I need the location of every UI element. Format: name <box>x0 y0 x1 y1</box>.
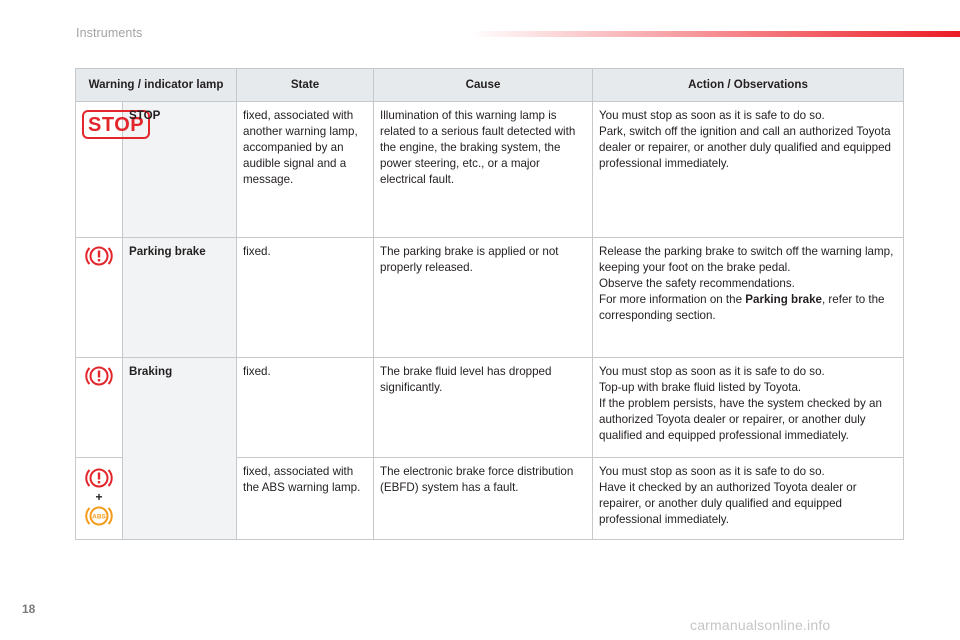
watermark: carmanualsonline.info <box>690 617 831 633</box>
icon-cell <box>76 358 123 458</box>
plus-sign: + <box>95 490 103 504</box>
section-title: Instruments <box>76 26 143 40</box>
lamp-cause: The parking brake is applied or not properly released. <box>374 238 593 358</box>
icon-cell <box>76 238 123 358</box>
action-line: Release the parking brake to switch off the warning lamp, keeping your foot on the brake pedal. <box>599 245 894 274</box>
icon-cell <box>76 458 123 540</box>
header-action: Action / Observations <box>593 69 904 102</box>
lamp-name: Braking <box>123 358 237 540</box>
action-line: Top-up with brake fluid listed by Toyota. <box>599 381 802 394</box>
action-line: You must stop as soon as it is safe to do so. <box>599 365 825 378</box>
action-line: You must stop as soon as it is safe to do so. <box>599 465 825 478</box>
table-row <box>76 238 904 358</box>
header-accent-bar <box>470 31 960 37</box>
parking-brake-reference: Parking brake <box>745 293 822 306</box>
lamp-action <box>593 458 904 540</box>
lamp-state: fixed. <box>237 358 374 458</box>
header-state: State <box>237 69 374 102</box>
brake-warning-icon <box>83 364 115 388</box>
action-line: For more information on the Parking brake, refer to the corresponding section. <box>599 293 885 322</box>
abs-label: ABS <box>92 513 106 521</box>
header-lamp: Warning / indicator lamp <box>76 69 237 102</box>
brake-warning-icon <box>83 466 115 490</box>
lamp-action <box>593 102 904 238</box>
abs-warning-icon <box>83 504 115 528</box>
lamp-state: fixed, associated with another warning lamp, accompanied by an audible signal and a message. <box>237 102 374 238</box>
lamp-action <box>593 238 904 358</box>
header-cause: Cause <box>374 69 593 102</box>
stop-warning-icon: STOP <box>82 110 150 139</box>
lamp-cause: Illumination of this warning lamp is related to a serious fault detected with the engine, the braking system, the power steering, etc., or a major electrical fault. <box>374 102 593 238</box>
page-number: 18 <box>22 602 36 616</box>
action-line: Park, switch off the ignition and call an authorized Toyota dealer or repairer, or another duly qualified and equipped professional immediately. <box>599 125 891 170</box>
brake-warning-icon <box>83 244 115 268</box>
lamp-name: STOP <box>123 102 237 238</box>
table-header-row <box>76 69 904 102</box>
action-line: Observe the safety recommendations. <box>599 277 795 290</box>
lamp-state: fixed, associated with the ABS warning lamp. <box>237 458 374 540</box>
lamp-cause: The electronic brake force distribution (EBFD) system has a fault. <box>374 458 593 540</box>
icon-cell <box>76 102 145 238</box>
table-row <box>76 358 904 458</box>
action-line: Have it checked by an authorized Toyota dealer or repairer, or another duly qualified and equipped professional immediately. <box>599 481 857 526</box>
action-line: If the problem persists, have the system checked by an authorized Toyota dealer or repairer, or another duly qualified and equipped professional immediately. <box>599 397 882 442</box>
lamp-name: Parking brake <box>123 238 237 358</box>
action-line: You must stop as soon as it is safe to do so. <box>599 109 825 122</box>
lamp-state: fixed. <box>237 238 374 358</box>
warning-lamps-table <box>75 68 904 540</box>
table-row <box>76 102 904 238</box>
lamp-action <box>593 358 904 458</box>
lamp-cause: The brake fluid level has dropped significantly. <box>374 358 593 458</box>
